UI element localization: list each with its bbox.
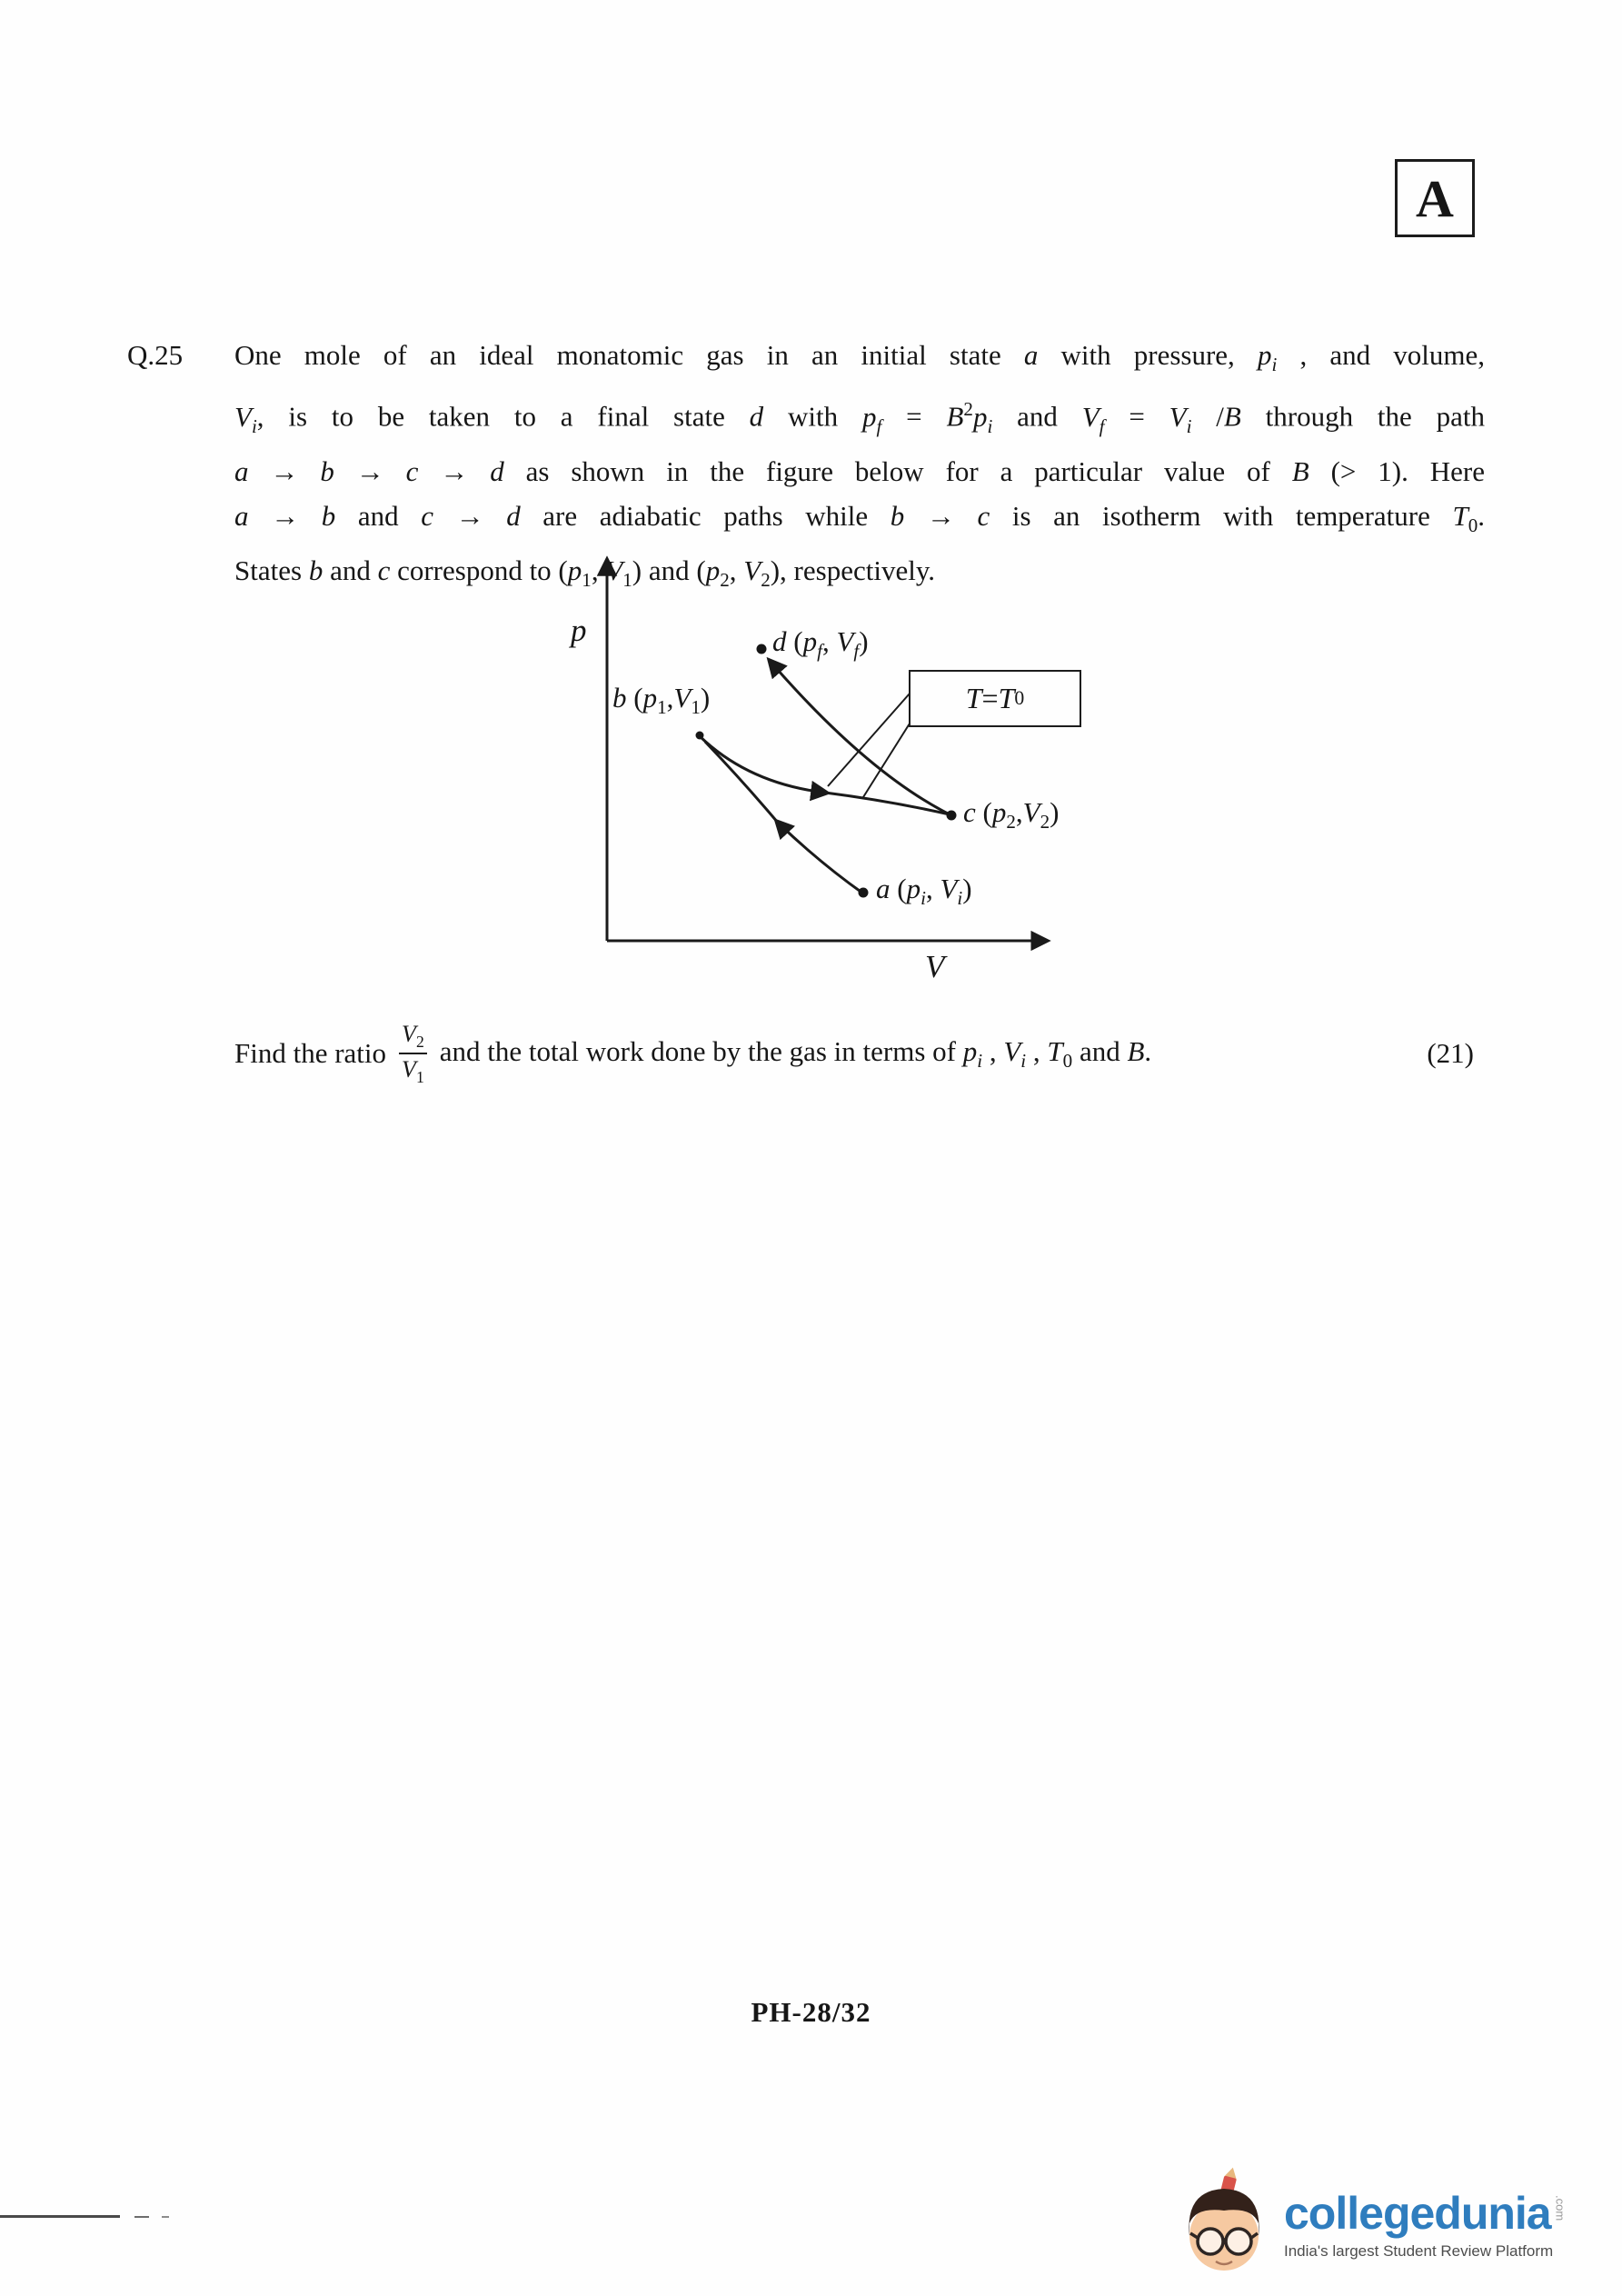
question-line: a → b and c → d are adiabatic paths while b → c is an isotherm with temperature $T_0$. — [234, 499, 1486, 536]
find-ratio-line — [234, 1020, 1474, 1088]
point-d-dot — [757, 644, 767, 654]
isotherm-leader-line — [828, 694, 910, 786]
pv-diagram-canvas — [543, 545, 1134, 1004]
find-prefix: Find the ratio — [234, 1037, 387, 1070]
marks-label: (21) — [1427, 1037, 1474, 1070]
brand-tagline: India's largest Student Review Platform — [1284, 2241, 1554, 2260]
isotherm-temperature-box: T = T 0 — [909, 670, 1081, 727]
point-c-dot — [947, 811, 957, 821]
mascot-icon — [1172, 2167, 1277, 2283]
question-line: States b and c correspond to ($p_1$, $V_1$) and ($p_2$, $V_2$), respectively. — [234, 554, 936, 592]
collegedunia-logo — [1172, 2167, 1567, 2283]
scan-mark-dash — [134, 2216, 149, 2218]
brand-name: collegedunia — [1284, 2187, 1551, 2239]
question-number: Q.25 — [127, 339, 184, 371]
y-axis-label: p — [571, 613, 587, 648]
scan-mark-dash — [162, 2216, 169, 2218]
brand-suffix: .com — [1553, 2194, 1567, 2221]
find-suffix: and the total work done by the gas in terms of $p_i$ , $V_i$ , $T_0$ and B. — [439, 1034, 1152, 1072]
point-a-label: a ($p_i$, $V_i$) — [876, 873, 972, 910]
brand-row — [1284, 2187, 1567, 2239]
question-line: One mole of an ideal monatomic gas in an initial state a with pressure, $p_i$ , and volume, — [234, 339, 1485, 376]
adiabat-a-to-b — [705, 742, 863, 893]
point-d-label: d ($p_f$, $V_f$) — [772, 625, 869, 663]
scan-mark-line — [0, 2215, 120, 2218]
ratio-fraction — [399, 1020, 427, 1088]
footer-page-code: PH-28/32 — [751, 1996, 871, 2028]
point-b-dot — [696, 732, 704, 740]
point-a-dot — [859, 888, 869, 898]
logo-text — [1284, 2187, 1567, 2261]
point-b-label: b $(p_1,V_1)$ — [612, 682, 711, 719]
section-letter-box — [1395, 159, 1475, 237]
pv-diagram — [543, 545, 1134, 1004]
question-line: $V_i$, is to be taken to a final state d with $p_f = B^2p_i$ and $V_f = V_i$ /B through the path — [234, 398, 1486, 437]
point-c-label: c $(p_2,V_2)$ — [963, 796, 1060, 834]
x-axis-label: V — [925, 949, 945, 984]
fraction-numerator: $V_2$ — [402, 1021, 424, 1052]
question-line: a → b → c → d as shown in the figure below for a particular value of B (> 1). Here — [234, 454, 1485, 487]
fraction-denominator: $V_1$ — [399, 1053, 427, 1087]
section-letter: A — [1416, 168, 1454, 228]
